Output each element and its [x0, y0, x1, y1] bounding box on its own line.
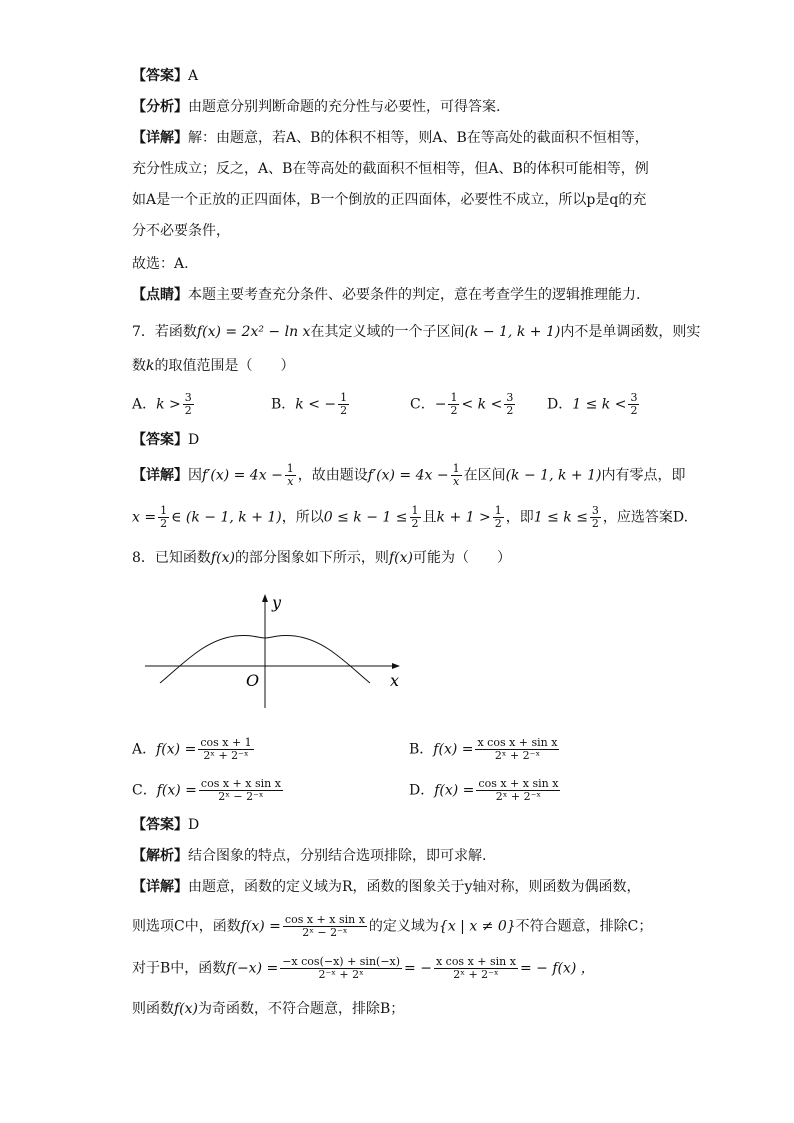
q7-option-a — [132, 392, 196, 417]
option-label: C． — [410, 396, 435, 413]
denominator: 2ˣ + 2⁻ˣ — [494, 749, 541, 762]
numerator: 1 — [452, 462, 460, 475]
fraction — [338, 392, 349, 417]
function-expr: f(x) = 2x² − ln x — [196, 324, 311, 340]
numerator: cos x + x sin x — [284, 913, 365, 926]
denominator: 2 — [184, 404, 192, 417]
y-axis-label: y — [272, 593, 282, 612]
fraction — [448, 392, 459, 417]
math-expr: 1 ≤ k ≤ — [533, 509, 588, 526]
detail-text: 对于B中，函数 — [132, 960, 227, 977]
var-k: k — [146, 358, 155, 374]
numerator: x cos x + sin x — [477, 736, 558, 749]
stem-text: 可能为（ ） — [412, 550, 511, 566]
q8-detail-line-3 — [132, 956, 595, 981]
q8-option-a — [132, 737, 256, 762]
detail-text: 在区间 — [463, 467, 506, 484]
x-axis-label: x — [390, 671, 400, 690]
q8-analysis — [132, 846, 486, 866]
derivative-expr: f′(x) = 4x − — [367, 467, 449, 484]
math-expr: x = — [132, 509, 157, 526]
fraction — [198, 737, 253, 762]
option-label: A． — [132, 741, 157, 758]
option-label: B． — [271, 396, 296, 413]
origin-label: O — [246, 671, 260, 690]
function-expr: f(x) — [388, 550, 413, 566]
option-expr: f(x) = — [156, 741, 197, 758]
interval-expr: (k − 1, k + 1) — [464, 324, 561, 340]
denominator: 2 — [411, 517, 419, 530]
detail-text: 不符合题意，排除C； — [515, 918, 653, 935]
detail-tag: 【详解】 — [132, 467, 188, 484]
detail-text: ，应选答案D. — [602, 509, 689, 526]
q6-detail-line-3: 如A是一个正放的正四面体，B一个倒放的正四面体，必要性不成立，所以p是q的充 — [132, 192, 647, 208]
fraction — [283, 914, 367, 939]
detail-tag: 【详解】 — [132, 130, 188, 146]
detail-text: ，故由题设 — [297, 467, 368, 484]
option-label: D． — [547, 396, 573, 413]
detail-text: 则函数 — [132, 1001, 174, 1017]
math-expr: = − — [404, 960, 432, 977]
q6-answer — [132, 66, 198, 86]
math-expr: f(−x) = — [226, 960, 279, 977]
interval-expr: (k − 1, k + 1) — [505, 467, 602, 484]
numerator: −x cos(−x) + sin(−x) — [282, 955, 401, 968]
denominator: 2 — [340, 404, 348, 417]
denominator: 2ˣ + 2⁻ˣ — [495, 790, 542, 803]
analysis-text: 结合图象的特点，分别结合选项排除，即可求解. — [188, 848, 487, 864]
q7-option-c — [410, 392, 517, 417]
q7-stem-line-1 — [132, 322, 700, 342]
answer-tag: 【答案】 — [132, 817, 188, 833]
option-expr: k > — [156, 396, 181, 413]
answer-tag: 【答案】 — [132, 432, 188, 448]
fraction — [451, 463, 462, 488]
detail-text: 的定义域为 — [368, 918, 439, 935]
option-expr: f(x) = — [434, 782, 475, 799]
option-expr: f(x) = — [433, 741, 474, 758]
option-label: C． — [132, 782, 157, 799]
q8-detail-line-4 — [132, 999, 404, 1019]
denominator: 2⁻ˣ + 2ˣ — [318, 968, 364, 981]
fraction — [280, 956, 402, 981]
q8-stem — [132, 548, 511, 568]
denominator: 2 — [160, 517, 168, 530]
stem-text: 的取值范围是（ ） — [154, 358, 295, 374]
detail-text: 且 — [422, 509, 437, 526]
math-expr: ∈ (k − 1, k + 1) — [171, 509, 282, 526]
numerator: x cos x + sin x — [435, 955, 516, 968]
analysis-tag: 【分析】 — [132, 99, 188, 115]
q7-option-d — [547, 392, 641, 417]
numerator: 1 — [160, 504, 168, 517]
answer-text: D — [188, 432, 200, 448]
derivative-expr: f′(x) = 4x − — [202, 467, 283, 484]
option-expr: f(x) = — [156, 782, 197, 799]
q6-comment — [132, 285, 640, 305]
numerator: 3 — [184, 391, 192, 404]
analysis-tag: 【解析】 — [132, 848, 188, 864]
numerator: 1 — [411, 504, 419, 517]
numerator: 3 — [506, 391, 514, 404]
q8-answer — [132, 815, 199, 835]
detail-text: 则选项C中，函数 — [132, 918, 241, 935]
denominator: x — [452, 475, 460, 488]
x-axis-arrow — [392, 663, 400, 669]
denominator: 2ˣ − 2⁻ˣ — [302, 926, 348, 939]
fraction — [434, 956, 518, 981]
detail-text: 解：由题意，若A、B的体积不相等，则A、B在等高处的截面积不恒相等， — [188, 130, 649, 146]
comment-tag: 【点睛】 — [132, 287, 188, 303]
stem-text: 在其定义域的一个子区间 — [310, 324, 465, 340]
numerator: 3 — [630, 391, 638, 404]
option-label: B． — [409, 741, 434, 758]
q8-detail-line-2 — [132, 914, 652, 939]
stem-text: 7．若函数 — [132, 324, 197, 340]
q8-detail-line-1 — [132, 877, 640, 897]
numerator: 1 — [340, 391, 348, 404]
numerator: 1 — [450, 391, 458, 404]
denominator: 2 — [591, 517, 599, 530]
fraction — [504, 392, 515, 417]
option-expr: − — [434, 396, 447, 413]
numerator: 1 — [286, 462, 294, 475]
numerator: 1 — [494, 504, 502, 517]
fraction — [285, 463, 296, 488]
fraction — [183, 392, 194, 417]
denominator: 2 — [450, 404, 458, 417]
denominator: 2 — [630, 404, 638, 417]
detail-text: 为奇函数，不符合题意，排除B； — [198, 1001, 405, 1017]
detail-text: 内有零点，即 — [601, 467, 686, 484]
fraction — [590, 505, 601, 530]
detail-text: 由题意，函数的定义域为R，函数的图象关于y轴对称，则函数为偶函数， — [188, 879, 641, 895]
q6-detail-line-1 — [132, 128, 649, 148]
q7-stem-line-2 — [132, 356, 294, 376]
fraction — [475, 737, 559, 762]
option-expr: 1 ≤ k < — [572, 396, 627, 413]
function-graph — [140, 590, 410, 710]
detail-text: ，即 — [505, 509, 534, 526]
q6-analysis — [132, 97, 500, 117]
q6-detail-line-5: 故选：A. — [132, 256, 189, 272]
q8-option-b — [409, 737, 561, 762]
fraction — [158, 505, 169, 530]
q7-option-b — [271, 392, 351, 417]
function-expr: f(x) — [210, 550, 235, 566]
math-expr: 0 ≤ k − 1 ≤ — [323, 509, 408, 526]
fraction — [476, 778, 560, 803]
stem-text: 内不是单调函数，则实 — [560, 324, 701, 340]
answer-text: D — [188, 817, 200, 833]
numerator: 3 — [591, 504, 599, 517]
denominator: 2ˣ + 2⁻ˣ — [453, 968, 499, 981]
detail-text: ，所以 — [281, 509, 324, 526]
math-expr: = − f(x) ， — [519, 960, 595, 977]
set-expr: {x | x ≠ 0} — [438, 918, 516, 935]
stem-text: 的部分图象如下所示，则 — [234, 550, 389, 566]
denominator: 2ˣ + 2⁻ˣ — [203, 749, 249, 762]
stem-text: 数 — [132, 358, 146, 374]
answer-tag: 【答案】 — [132, 68, 188, 84]
denominator: x — [287, 475, 294, 488]
answer-text: A — [188, 68, 199, 84]
analysis-text: 由题意分别判断命题的充分性与必要性，可得答案. — [188, 99, 501, 115]
option-expr: k < − — [295, 396, 337, 413]
math-expr: k + 1 > — [436, 509, 491, 526]
q7-detail-line-1 — [132, 463, 685, 488]
q8-option-d — [409, 778, 562, 803]
numerator: cos x + 1 — [200, 736, 252, 749]
fraction — [493, 505, 504, 530]
denominator: 2 — [506, 404, 514, 417]
q6-detail-line-4: 分不必要条件， — [132, 223, 230, 239]
fraction — [628, 392, 639, 417]
denominator: 2 — [494, 517, 502, 530]
option-expr: < k < — [461, 396, 503, 413]
numerator: cos x + x sin x — [478, 777, 559, 790]
q7-detail-line-2 — [132, 505, 688, 530]
option-label: A． — [132, 396, 157, 413]
y-axis-arrow — [262, 594, 268, 602]
detail-text: 因 — [188, 467, 202, 484]
detail-tag: 【详解】 — [132, 879, 188, 895]
q7-answer — [132, 430, 199, 450]
fraction — [410, 505, 421, 530]
denominator: 2ˣ − 2⁻ˣ — [218, 790, 264, 803]
math-expr: f(x) = — [240, 918, 281, 935]
stem-text: 8．已知函数 — [132, 550, 211, 566]
q6-detail-line-2: 充分性成立；反之，A、B在等高处的截面积不恒相等，但A、B的体积可能相等，例 — [132, 161, 649, 177]
comment-text: 本题主要考查充分条件、必要条件的判定，意在考查学生的逻辑推理能力. — [188, 287, 641, 303]
math-expr: f(x) — [174, 1001, 199, 1017]
fraction — [199, 778, 283, 803]
q8-option-c — [132, 778, 285, 803]
option-label: D． — [409, 782, 435, 799]
numerator: cos x + x sin x — [200, 777, 281, 790]
